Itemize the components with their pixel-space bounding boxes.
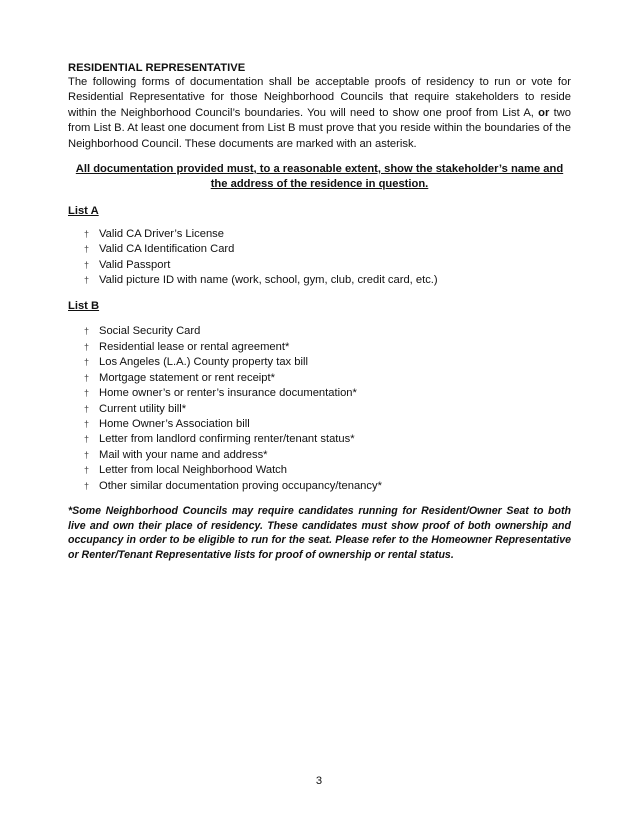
intro-text-1: The following forms of documentation shall be acceptable proofs of residency to run or vote for Residential Representative for those Neighborhood Councils that require stakeholders to reside within the Neighborhood Council’s boundaries. You will need to show one proof from List A, xyxy=(68,76,571,119)
dagger-bullet-icon: † xyxy=(84,480,90,491)
list-item xyxy=(84,258,571,273)
list-item xyxy=(84,355,571,370)
section-heading: RESIDENTIAL REPRESENTATIVE xyxy=(68,62,246,74)
dagger-bullet-icon: † xyxy=(84,341,90,352)
list-item-text: Valid CA Driver’s License xyxy=(99,227,224,240)
list-item xyxy=(84,371,571,386)
dagger-bullet-icon: † xyxy=(84,403,90,414)
dagger-bullet-icon: † xyxy=(84,326,90,337)
list-item-text: Valid CA Identification Card xyxy=(99,243,235,256)
list-item-text: Other similar documentation proving occupancy/tenancy* xyxy=(99,479,382,492)
list-item xyxy=(84,386,571,401)
dagger-bullet-icon: † xyxy=(84,465,90,476)
list-item-text: Los Angeles (L.A.) County property tax bill xyxy=(99,356,308,369)
list-item-text: Valid Passport xyxy=(99,258,171,271)
dagger-bullet-icon: † xyxy=(84,244,90,255)
list-item xyxy=(84,417,571,432)
list-item-text: Valid picture ID with name (work, school, gym, club, credit card, etc.) xyxy=(99,274,438,287)
footnote: *Some Neighborhood Councils may require candidates running for Resident/Owner Seat to both live and own their place of residency. These candidates must show proof of both ownership and occupancy in order to be eligible to run for the seat. Please refer to the Homeowner Representative or Renter/Tenant Representative lists for proof of ownership or rental status. xyxy=(68,504,571,561)
list-item xyxy=(84,242,571,257)
list-item-text: Letter from landlord confirming renter/tenant status* xyxy=(99,433,355,446)
page-number: 3 xyxy=(315,775,323,787)
dagger-bullet-icon: † xyxy=(84,357,90,368)
dagger-bullet-icon: † xyxy=(84,275,90,286)
dagger-bullet-icon: † xyxy=(84,434,90,445)
list-item xyxy=(84,432,571,447)
intro-emphasis: or xyxy=(538,106,550,119)
list-item-text: Residential lease or rental agreement* xyxy=(99,340,290,353)
list-item xyxy=(84,402,571,417)
document-page xyxy=(68,61,571,562)
dagger-bullet-icon: † xyxy=(84,418,90,429)
list-a xyxy=(68,227,571,289)
list-item-text: Mortgage statement or rent receipt* xyxy=(99,371,275,384)
dagger-bullet-icon: † xyxy=(84,228,90,239)
list-b-title: List B xyxy=(68,300,100,313)
dagger-bullet-icon: † xyxy=(84,449,90,460)
list-item xyxy=(84,273,571,288)
list-item xyxy=(84,227,571,242)
intro-text-2: two from List B. At least one document from List B must prove that you reside within the boundaries of the Neighborhood Council. These documents are marked with an asterisk. xyxy=(68,106,571,150)
list-item-text: Letter from local Neighborhood Watch xyxy=(99,464,288,477)
dagger-bullet-icon: † xyxy=(84,372,90,383)
list-item xyxy=(84,340,571,355)
list-item xyxy=(84,324,571,339)
notice-text: All documentation provided must, to a reasonable extent, show the stakeholder’s name and the address of the residence in question. xyxy=(75,163,564,191)
dagger-bullet-icon: † xyxy=(84,259,90,270)
list-item xyxy=(84,479,571,494)
list-item xyxy=(84,448,571,463)
list-b xyxy=(68,324,571,493)
list-item-text: Home owner’s or renter’s insurance documentation* xyxy=(99,387,357,400)
list-item-text: Current utility bill* xyxy=(99,402,187,415)
list-item-text: Mail with your name and address* xyxy=(99,448,268,461)
list-item xyxy=(84,463,571,478)
list-a-title: List A xyxy=(68,204,99,217)
list-item-text: Social Security Card xyxy=(99,325,201,338)
list-item-text: Home Owner’s Association bill xyxy=(99,417,250,430)
documentation-notice xyxy=(68,162,571,193)
intro-paragraph xyxy=(68,75,571,152)
dagger-bullet-icon: † xyxy=(84,388,90,399)
